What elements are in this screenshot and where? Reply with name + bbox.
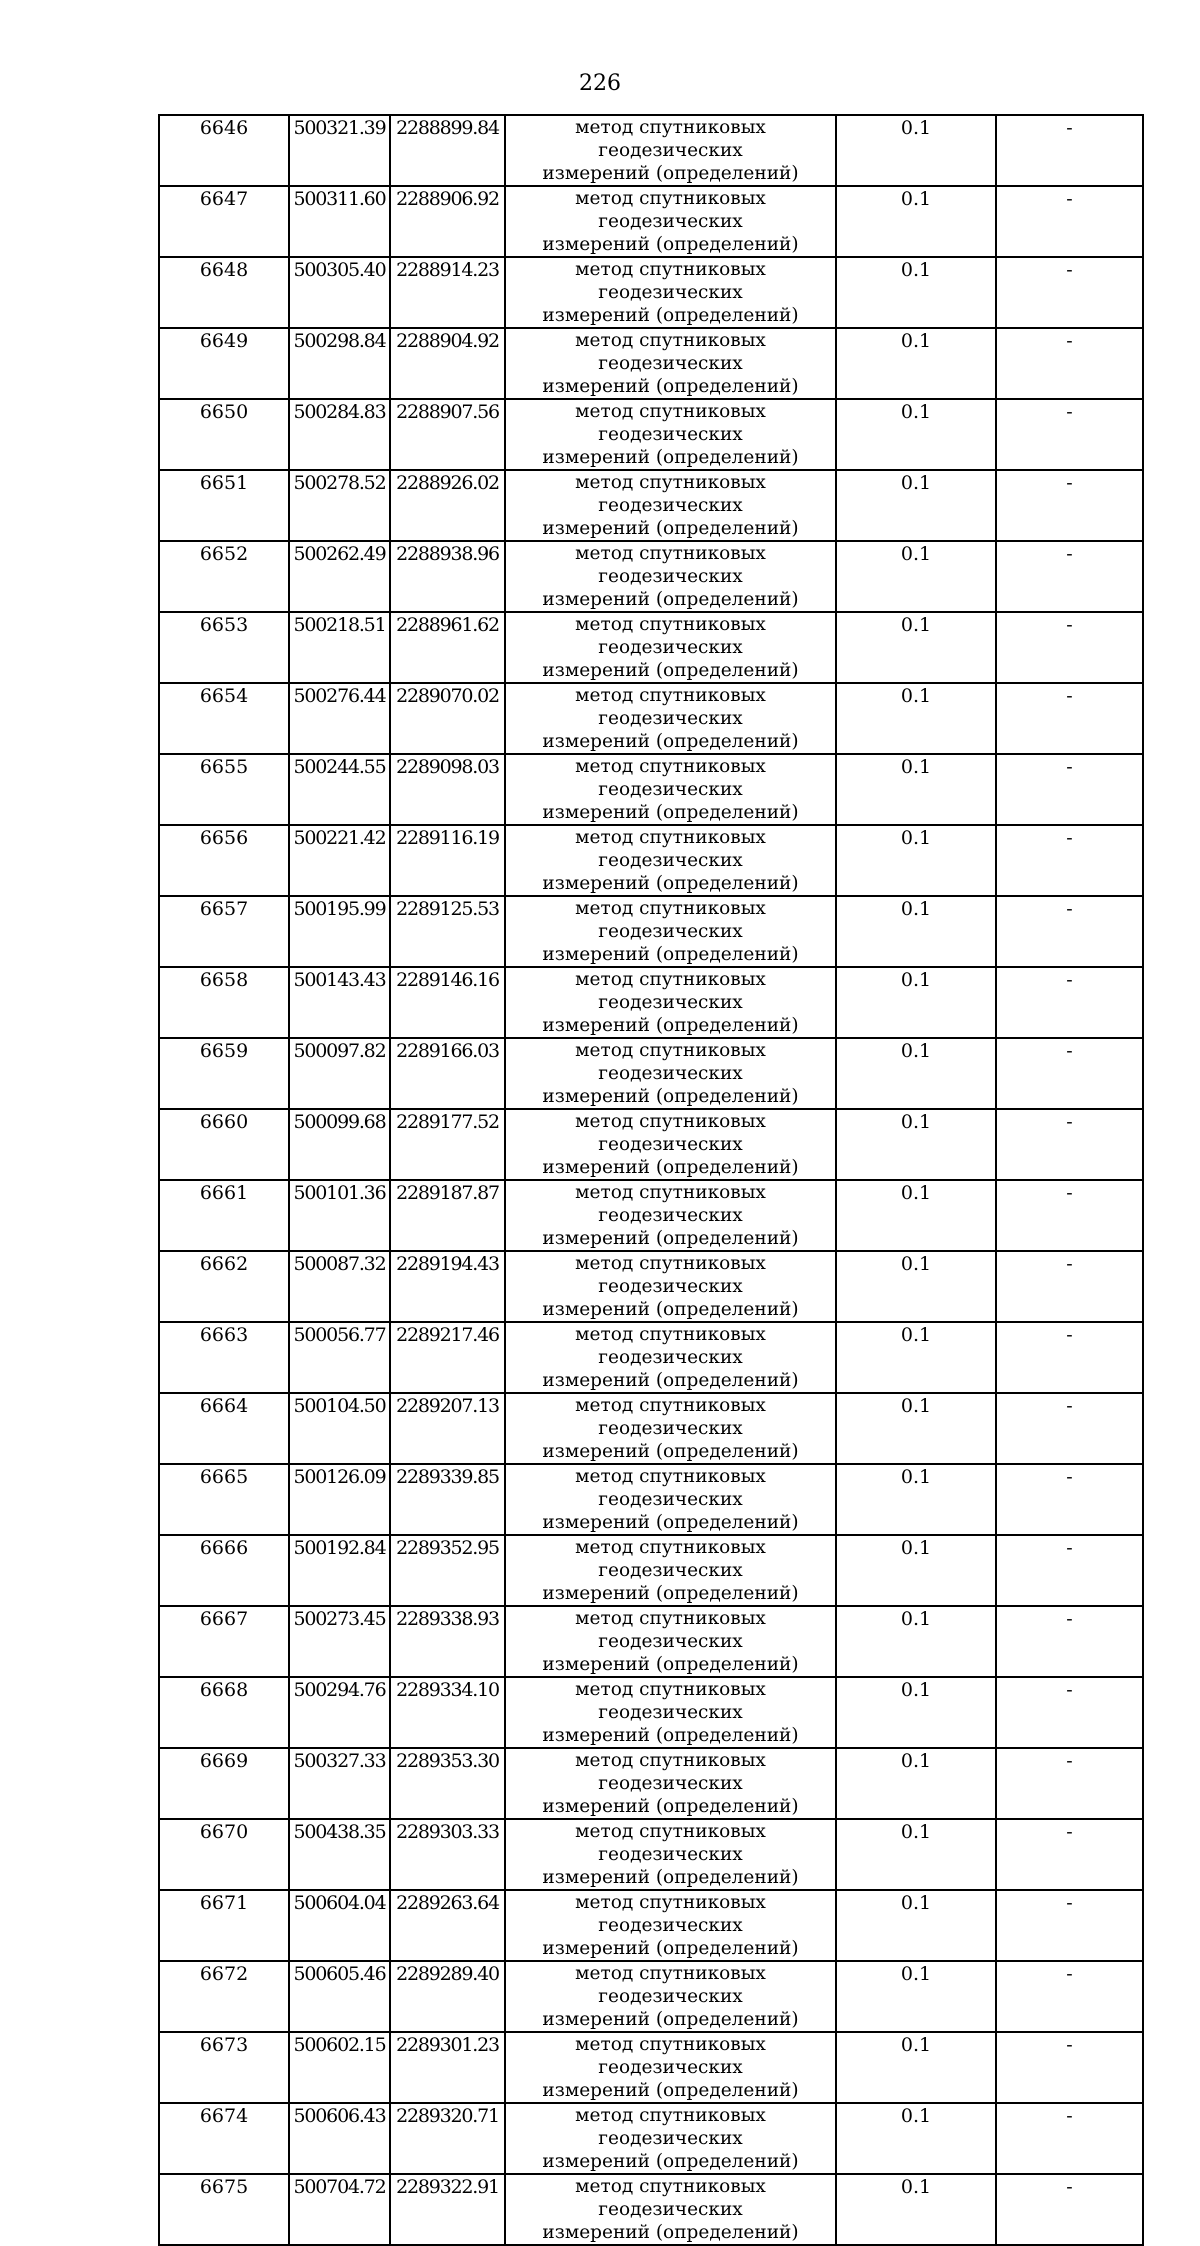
note-cell: - xyxy=(996,1677,1143,1748)
table-row xyxy=(159,257,1143,328)
method-line-2: измерений (определений) xyxy=(542,1583,799,1604)
note-cell: - xyxy=(996,1464,1143,1535)
note-cell: - xyxy=(996,896,1143,967)
method-line-1: метод спутниковых геодезических xyxy=(575,1253,766,1297)
accuracy-cell: 0.1 xyxy=(836,328,996,399)
y-coordinate-cell: 2289116.19 xyxy=(390,825,505,896)
note-cell: - xyxy=(996,2103,1143,2174)
method-line-1: метод спутниковых геодезических xyxy=(575,898,766,942)
point-number-cell: 6646 xyxy=(159,115,289,186)
x-coordinate-cell: 500104.50 xyxy=(289,1393,390,1464)
point-number-cell: 6652 xyxy=(159,541,289,612)
x-coordinate-cell: 500298.84 xyxy=(289,328,390,399)
x-coordinate-cell: 500704.72 xyxy=(289,2174,390,2245)
method-line-2: измерений (определений) xyxy=(542,2222,799,2243)
point-number-cell: 6665 xyxy=(159,1464,289,1535)
method-cell xyxy=(505,1819,836,1890)
method-line-2: измерений (определений) xyxy=(542,305,799,326)
accuracy-cell: 0.1 xyxy=(836,1464,996,1535)
accuracy-cell: 0.1 xyxy=(836,399,996,470)
note-cell: - xyxy=(996,1322,1143,1393)
method-line-1: метод спутниковых геодезических xyxy=(575,1395,766,1439)
x-coordinate-cell: 500604.04 xyxy=(289,1890,390,1961)
method-line-2: измерений (определений) xyxy=(542,1512,799,1533)
table-row xyxy=(159,1535,1143,1606)
x-coordinate-cell: 500606.43 xyxy=(289,2103,390,2174)
accuracy-cell: 0.1 xyxy=(836,1535,996,1606)
accuracy-cell: 0.1 xyxy=(836,2103,996,2174)
method-line-2: измерений (определений) xyxy=(542,589,799,610)
x-coordinate-cell: 500126.09 xyxy=(289,1464,390,1535)
method-line-2: измерений (определений) xyxy=(542,1157,799,1178)
method-cell xyxy=(505,612,836,683)
y-coordinate-cell: 2289339.85 xyxy=(390,1464,505,1535)
method-line-1: метод спутниковых геодезических xyxy=(575,2105,766,2149)
x-coordinate-cell: 500101.36 xyxy=(289,1180,390,1251)
method-line-2: измерений (определений) xyxy=(542,1938,799,1959)
accuracy-cell: 0.1 xyxy=(836,1251,996,1322)
accuracy-cell: 0.1 xyxy=(836,1606,996,1677)
point-number-cell: 6668 xyxy=(159,1677,289,1748)
x-coordinate-cell: 500321.39 xyxy=(289,115,390,186)
method-line-2: измерений (определений) xyxy=(542,518,799,539)
y-coordinate-cell: 2289146.16 xyxy=(390,967,505,1038)
point-number-cell: 6648 xyxy=(159,257,289,328)
page-number: 226 xyxy=(579,71,621,96)
method-cell xyxy=(505,186,836,257)
method-line-1: метод спутниковых геодезических xyxy=(575,1111,766,1155)
point-number-cell: 6674 xyxy=(159,2103,289,2174)
x-coordinate-cell: 500195.99 xyxy=(289,896,390,967)
y-coordinate-cell: 2288906.92 xyxy=(390,186,505,257)
point-number-cell: 6651 xyxy=(159,470,289,541)
point-number-cell: 6672 xyxy=(159,1961,289,2032)
method-cell xyxy=(505,2032,836,2103)
y-coordinate-cell: 2288961.62 xyxy=(390,612,505,683)
method-line-2: измерений (определений) xyxy=(542,2151,799,2172)
y-coordinate-cell: 2288907.56 xyxy=(390,399,505,470)
note-cell: - xyxy=(996,186,1143,257)
table-row xyxy=(159,1961,1143,2032)
x-coordinate-cell: 500056.77 xyxy=(289,1322,390,1393)
accuracy-cell: 0.1 xyxy=(836,1180,996,1251)
note-cell: - xyxy=(996,1393,1143,1464)
method-cell xyxy=(505,825,836,896)
accuracy-cell: 0.1 xyxy=(836,1677,996,1748)
table-row xyxy=(159,1819,1143,1890)
note-cell: - xyxy=(996,1748,1143,1819)
accuracy-cell: 0.1 xyxy=(836,1038,996,1109)
method-cell xyxy=(505,2103,836,2174)
point-number-cell: 6664 xyxy=(159,1393,289,1464)
accuracy-cell: 0.1 xyxy=(836,186,996,257)
method-cell xyxy=(505,399,836,470)
y-coordinate-cell: 2289177.52 xyxy=(390,1109,505,1180)
method-cell xyxy=(505,1464,836,1535)
accuracy-cell: 0.1 xyxy=(836,257,996,328)
method-cell xyxy=(505,754,836,825)
method-line-1: метод спутниковых геодезических xyxy=(575,1821,766,1865)
method-cell xyxy=(505,2174,836,2245)
x-coordinate-cell: 500099.68 xyxy=(289,1109,390,1180)
method-line-2: измерений (определений) xyxy=(542,2080,799,2101)
table-row xyxy=(159,1038,1143,1109)
note-cell: - xyxy=(996,754,1143,825)
method-cell xyxy=(505,1890,836,1961)
coordinates-table xyxy=(158,114,1144,2246)
table-row xyxy=(159,2103,1143,2174)
y-coordinate-cell: 2289352.95 xyxy=(390,1535,505,1606)
x-coordinate-cell: 500327.33 xyxy=(289,1748,390,1819)
point-number-cell: 6667 xyxy=(159,1606,289,1677)
method-line-1: метод спутниковых геодезических xyxy=(575,1040,766,1084)
method-cell xyxy=(505,1535,836,1606)
method-line-1: метод спутниковых геодезических xyxy=(575,1892,766,1936)
table-row xyxy=(159,399,1143,470)
method-line-1: метод спутниковых геодезических xyxy=(575,330,766,374)
note-cell: - xyxy=(996,1180,1143,1251)
y-coordinate-cell: 2288926.02 xyxy=(390,470,505,541)
note-cell: - xyxy=(996,1038,1143,1109)
table-row xyxy=(159,825,1143,896)
method-cell xyxy=(505,1322,836,1393)
table-row xyxy=(159,1251,1143,1322)
method-cell xyxy=(505,470,836,541)
point-number-cell: 6675 xyxy=(159,2174,289,2245)
method-line-1: метод спутниковых геодезических xyxy=(575,543,766,587)
method-line-1: метод спутниковых геодезических xyxy=(575,827,766,871)
accuracy-cell: 0.1 xyxy=(836,825,996,896)
table-body xyxy=(159,115,1143,2245)
note-cell: - xyxy=(996,1109,1143,1180)
table-row xyxy=(159,1109,1143,1180)
y-coordinate-cell: 2289334.10 xyxy=(390,1677,505,1748)
point-number-cell: 6650 xyxy=(159,399,289,470)
method-line-1: метод спутниковых геодезических xyxy=(575,756,766,800)
note-cell: - xyxy=(996,2174,1143,2245)
method-line-1: метод спутниковых геодезических xyxy=(575,1537,766,1581)
note-cell: - xyxy=(996,1606,1143,1677)
x-coordinate-cell: 500218.51 xyxy=(289,612,390,683)
method-line-2: измерений (определений) xyxy=(542,1441,799,1462)
note-cell: - xyxy=(996,1251,1143,1322)
method-line-1: метод спутниковых геодезических xyxy=(575,259,766,303)
table-row xyxy=(159,967,1143,1038)
y-coordinate-cell: 2289301.23 xyxy=(390,2032,505,2103)
y-coordinate-cell: 2289320.71 xyxy=(390,2103,505,2174)
x-coordinate-cell: 500273.45 xyxy=(289,1606,390,1677)
x-coordinate-cell: 500143.43 xyxy=(289,967,390,1038)
accuracy-cell: 0.1 xyxy=(836,1748,996,1819)
accuracy-cell: 0.1 xyxy=(836,541,996,612)
accuracy-cell: 0.1 xyxy=(836,896,996,967)
method-line-2: измерений (определений) xyxy=(542,163,799,184)
y-coordinate-cell: 2289187.87 xyxy=(390,1180,505,1251)
accuracy-cell: 0.1 xyxy=(836,1961,996,2032)
x-coordinate-cell: 500192.84 xyxy=(289,1535,390,1606)
method-line-1: метод спутниковых геодезических xyxy=(575,1182,766,1226)
method-cell xyxy=(505,1677,836,1748)
point-number-cell: 6671 xyxy=(159,1890,289,1961)
accuracy-cell: 0.1 xyxy=(836,2032,996,2103)
method-line-1: метод спутниковых геодезических xyxy=(575,614,766,658)
y-coordinate-cell: 2289194.43 xyxy=(390,1251,505,1322)
x-coordinate-cell: 500278.52 xyxy=(289,470,390,541)
note-cell: - xyxy=(996,967,1143,1038)
point-number-cell: 6673 xyxy=(159,2032,289,2103)
accuracy-cell: 0.1 xyxy=(836,1109,996,1180)
point-number-cell: 6662 xyxy=(159,1251,289,1322)
method-line-2: измерений (определений) xyxy=(542,1015,799,1036)
x-coordinate-cell: 500097.82 xyxy=(289,1038,390,1109)
note-cell: - xyxy=(996,683,1143,754)
point-number-cell: 6670 xyxy=(159,1819,289,1890)
table-row xyxy=(159,2032,1143,2103)
method-line-2: измерений (определений) xyxy=(542,802,799,823)
x-coordinate-cell: 500221.42 xyxy=(289,825,390,896)
table-row xyxy=(159,186,1143,257)
method-line-1: метод спутниковых геодезических xyxy=(575,188,766,232)
accuracy-cell: 0.1 xyxy=(836,470,996,541)
x-coordinate-cell: 500294.76 xyxy=(289,1677,390,1748)
x-coordinate-cell: 500605.46 xyxy=(289,1961,390,2032)
table-row xyxy=(159,470,1143,541)
y-coordinate-cell: 2289207.13 xyxy=(390,1393,505,1464)
point-number-cell: 6659 xyxy=(159,1038,289,1109)
accuracy-cell: 0.1 xyxy=(836,612,996,683)
table-row xyxy=(159,1180,1143,1251)
method-line-1: метод спутниковых геодезических xyxy=(575,2034,766,2078)
y-coordinate-cell: 2289217.46 xyxy=(390,1322,505,1393)
method-cell xyxy=(505,115,836,186)
note-cell: - xyxy=(996,328,1143,399)
y-coordinate-cell: 2288914.23 xyxy=(390,257,505,328)
method-line-2: измерений (определений) xyxy=(542,660,799,681)
accuracy-cell: 0.1 xyxy=(836,1393,996,1464)
method-cell xyxy=(505,683,836,754)
method-cell xyxy=(505,1393,836,1464)
accuracy-cell: 0.1 xyxy=(836,1322,996,1393)
table-row xyxy=(159,1748,1143,1819)
method-cell xyxy=(505,1748,836,1819)
note-cell: - xyxy=(996,1890,1143,1961)
method-line-2: измерений (определений) xyxy=(542,1299,799,1320)
table-row xyxy=(159,2174,1143,2245)
y-coordinate-cell: 2289353.30 xyxy=(390,1748,505,1819)
x-coordinate-cell: 500305.40 xyxy=(289,257,390,328)
method-line-1: метод спутниковых геодезических xyxy=(575,1679,766,1723)
point-number-cell: 6654 xyxy=(159,683,289,754)
y-coordinate-cell: 2289098.03 xyxy=(390,754,505,825)
y-coordinate-cell: 2289125.53 xyxy=(390,896,505,967)
method-line-1: метод спутниковых геодезических xyxy=(575,1608,766,1652)
table-row xyxy=(159,1890,1143,1961)
point-number-cell: 6657 xyxy=(159,896,289,967)
y-coordinate-cell: 2289338.93 xyxy=(390,1606,505,1677)
method-line-1: метод спутниковых геодезических xyxy=(575,1324,766,1368)
y-coordinate-cell: 2288938.96 xyxy=(390,541,505,612)
method-cell xyxy=(505,541,836,612)
point-number-cell: 6658 xyxy=(159,967,289,1038)
table-row xyxy=(159,612,1143,683)
accuracy-cell: 0.1 xyxy=(836,115,996,186)
table-row xyxy=(159,328,1143,399)
x-coordinate-cell: 500438.35 xyxy=(289,1819,390,1890)
method-line-2: измерений (определений) xyxy=(542,1086,799,1107)
method-line-1: метод спутниковых геодезических xyxy=(575,117,766,161)
x-coordinate-cell: 500284.83 xyxy=(289,399,390,470)
method-line-2: измерений (определений) xyxy=(542,2009,799,2030)
method-line-1: метод спутниковых геодезических xyxy=(575,2176,766,2220)
point-number-cell: 6666 xyxy=(159,1535,289,1606)
method-line-1: метод спутниковых геодезических xyxy=(575,685,766,729)
note-cell: - xyxy=(996,470,1143,541)
note-cell: - xyxy=(996,541,1143,612)
y-coordinate-cell: 2289070.02 xyxy=(390,683,505,754)
method-line-2: измерений (определений) xyxy=(542,447,799,468)
note-cell: - xyxy=(996,257,1143,328)
accuracy-cell: 0.1 xyxy=(836,754,996,825)
accuracy-cell: 0.1 xyxy=(836,1819,996,1890)
method-line-2: измерений (определений) xyxy=(542,1796,799,1817)
note-cell: - xyxy=(996,115,1143,186)
method-line-2: измерений (определений) xyxy=(542,1867,799,1888)
x-coordinate-cell: 500602.15 xyxy=(289,2032,390,2103)
x-coordinate-cell: 500262.49 xyxy=(289,541,390,612)
accuracy-cell: 0.1 xyxy=(836,967,996,1038)
method-cell xyxy=(505,257,836,328)
method-line-2: измерений (определений) xyxy=(542,1654,799,1675)
x-coordinate-cell: 500276.44 xyxy=(289,683,390,754)
note-cell: - xyxy=(996,612,1143,683)
point-number-cell: 6656 xyxy=(159,825,289,896)
x-coordinate-cell: 500244.55 xyxy=(289,754,390,825)
method-cell xyxy=(505,1961,836,2032)
point-number-cell: 6660 xyxy=(159,1109,289,1180)
point-number-cell: 6653 xyxy=(159,612,289,683)
point-number-cell: 6661 xyxy=(159,1180,289,1251)
table-row xyxy=(159,683,1143,754)
method-cell xyxy=(505,896,836,967)
method-line-2: измерений (определений) xyxy=(542,731,799,752)
accuracy-cell: 0.1 xyxy=(836,2174,996,2245)
table-row xyxy=(159,541,1143,612)
method-line-2: измерений (определений) xyxy=(542,376,799,397)
point-number-cell: 6655 xyxy=(159,754,289,825)
method-cell xyxy=(505,1180,836,1251)
method-cell xyxy=(505,1606,836,1677)
accuracy-cell: 0.1 xyxy=(836,683,996,754)
method-cell xyxy=(505,967,836,1038)
y-coordinate-cell: 2288904.92 xyxy=(390,328,505,399)
point-number-cell: 6649 xyxy=(159,328,289,399)
y-coordinate-cell: 2289322.91 xyxy=(390,2174,505,2245)
method-cell xyxy=(505,1109,836,1180)
y-coordinate-cell: 2289166.03 xyxy=(390,1038,505,1109)
method-line-2: измерений (определений) xyxy=(542,1370,799,1391)
y-coordinate-cell: 2289303.33 xyxy=(390,1819,505,1890)
x-coordinate-cell: 500311.60 xyxy=(289,186,390,257)
point-number-cell: 6647 xyxy=(159,186,289,257)
y-coordinate-cell: 2289289.40 xyxy=(390,1961,505,2032)
table-row xyxy=(159,1393,1143,1464)
table-row xyxy=(159,896,1143,967)
table-row xyxy=(159,115,1143,186)
method-line-1: метод спутниковых геодезических xyxy=(575,1466,766,1510)
method-line-2: измерений (определений) xyxy=(542,234,799,255)
method-line-1: метод спутниковых геодезических xyxy=(575,401,766,445)
method-cell xyxy=(505,1038,836,1109)
method-line-1: метод спутниковых геодезических xyxy=(575,969,766,1013)
method-line-1: метод спутниковых геодезических xyxy=(575,1750,766,1794)
method-line-2: измерений (определений) xyxy=(542,944,799,965)
note-cell: - xyxy=(996,399,1143,470)
method-line-2: измерений (определений) xyxy=(542,1228,799,1249)
table-row xyxy=(159,1464,1143,1535)
table-row xyxy=(159,1322,1143,1393)
note-cell: - xyxy=(996,1961,1143,2032)
table-row xyxy=(159,1606,1143,1677)
method-line-2: измерений (определений) xyxy=(542,873,799,894)
method-line-2: измерений (определений) xyxy=(542,1725,799,1746)
method-cell xyxy=(505,328,836,399)
point-number-cell: 6663 xyxy=(159,1322,289,1393)
note-cell: - xyxy=(996,2032,1143,2103)
note-cell: - xyxy=(996,1819,1143,1890)
note-cell: - xyxy=(996,1535,1143,1606)
method-line-1: метод спутниковых геодезических xyxy=(575,1963,766,2007)
accuracy-cell: 0.1 xyxy=(836,1890,996,1961)
y-coordinate-cell: 2288899.84 xyxy=(390,115,505,186)
table-row xyxy=(159,1677,1143,1748)
method-cell xyxy=(505,1251,836,1322)
table-row xyxy=(159,754,1143,825)
x-coordinate-cell: 500087.32 xyxy=(289,1251,390,1322)
y-coordinate-cell: 2289263.64 xyxy=(390,1890,505,1961)
method-line-1: метод спутниковых геодезических xyxy=(575,472,766,516)
point-number-cell: 6669 xyxy=(159,1748,289,1819)
note-cell: - xyxy=(996,825,1143,896)
